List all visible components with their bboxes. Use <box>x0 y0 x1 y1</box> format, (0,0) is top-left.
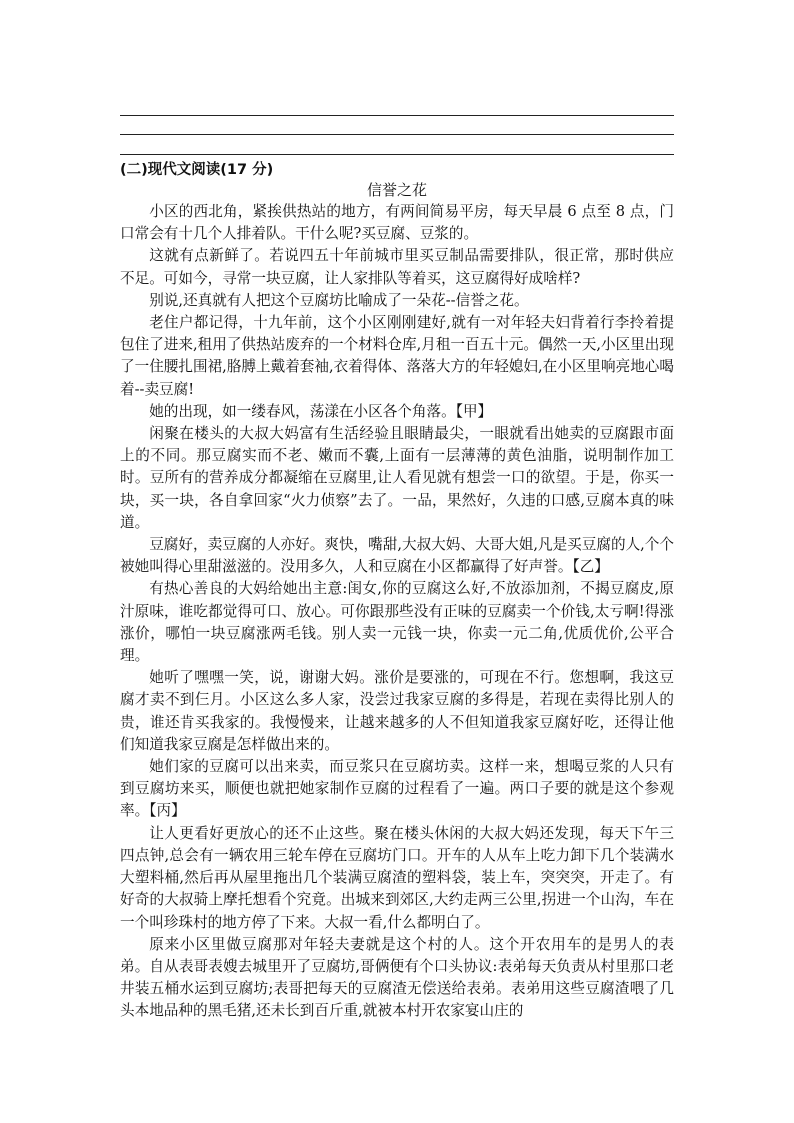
paragraph: 有热心善良的大妈给她出主意:闺女,你的豆腐这么好,不放添加剂，不揭豆腐皮,原汁原味，谁吃都觉得可口、放心。可你跟那些没有正味的豆腐卖一个价钱,太亏啊!得涨涨价，哪怕一块豆腐涨两毛钱。别人卖一元钱一块，你卖一元二角,优质优价,公平合理。 <box>120 580 674 665</box>
section-heading: (二)现代文阅读(17 分) <box>120 162 274 178</box>
paragraph: 别说,还真就有人把这个豆腐坊比喻成了一朵花--信誉之花。 <box>149 291 529 309</box>
paragraph: 这就有点新鲜了。若说四五十年前城市里买豆制品需要排队，很正常，那时供应不足。可如今，寻常一块豆腐，让人家排队等着买，这豆腐得好成啥样? <box>120 247 674 287</box>
paragraph: 老住户都记得，十九年前，这个小区刚刚建好,就有一对年轻夫妇背着行李拎着提包住了进来,租用了供热站废弃的一个材料仓库,月租一百五十元。偶然一天,小区里出现了一住腰扎围裙,胳膊上戴着套袖,衣着得体、落落大方的年轻媳妇,在小区里响亮地心喝着--卖豆腐! <box>120 314 674 398</box>
paragraph: 闲聚在楼头的大叔大妈富有生活经验且眼睛最尖，一眼就看出她卖的豆腐跟市面上的不同。那豆腐实而不老、嫩而不囊,上面有一层薄薄的黄色油脂，说明制作加工时。豆所有的营养成分都凝缩在豆腐里,让人看见就有想尝一口的欲望。于是，你买一块，买一块，各自拿回家“火力侦察”去了。一品，果然好，久违的口感,豆腐本真的味道。 <box>120 425 674 531</box>
essay-body <box>120 201 674 1023</box>
answer-line-2 <box>120 134 674 135</box>
paragraph: 小区的西北角，紧挨供热站的地方，有两间简易平房，每天早晨 6 点至 8 点，门口常会有十几个人排着队。干什么呢?买豆腐、豆浆的。 <box>120 203 674 243</box>
answer-line-1 <box>120 115 674 116</box>
paragraph: 她们家的豆腐可以出来卖，而豆浆只在豆腐坊卖。这样一来，想喝豆浆的人只有到豆腐坊来买，顺便也就把她家制作豆腐的过程看了一遍。两口子要的就是这个参观率。【丙】 <box>120 758 674 820</box>
paragraph: 豆腐好，卖豆腐的人亦好。爽快，嘴甜,大叔大妈、大哥大姐,凡是买豆腐的人,个个被她叫得心里甜滋滋的。没用多久，人和豆腐在小区都赢得了好声誉。【乙】 <box>120 536 674 576</box>
essay-title: 信誉之花 <box>366 181 427 199</box>
paragraph: 原来小区里做豆腐那对年轻夫妻就是这个村的人。这个开农用车的是男人的表弟。自从表哥表嫂去城里开了豆腐坊,哥俩便有个口头协议:表弟每天负责从村里那口老井装五桶水运到豆腐坊;表哥把每天的豆腐渣无偿送给表弟。表弟用这些豆腐渣喂了几头本地品种的黑毛猪,还未长到百斤重,就被本村开农家宴山庄的 <box>120 935 674 1020</box>
answer-line-3 <box>120 154 674 155</box>
paragraph: 她的出现，如一缕春风，荡漾在小区各个角落。【甲】 <box>149 402 493 420</box>
paragraph: 让人更看好更放心的还不止这些。聚在楼头休闲的大叔大妈还发现，每天下午三四点钟,总会有一辆农用三轮车停在豆腐坊门口。开车的人从车上吃力卸下几个装满水大塑料桶,然后再从屋里拖出几个装满豆腐渣的塑料袋，装上车，突突突，开走了。有好奇的大叔骑上摩托想看个究竟。出城来到郊区,大约走两三公里,拐进一个山沟，车在一个叫珍珠村的地方停了下来。大叔一看,什么都明白了。 <box>120 824 674 931</box>
paragraph: 她听了嘿嘿一笑，说，谢谢大妈。涨价是要涨的，可现在不行。您想啊，我这豆腐才卖不到仨月。小区这么多人家，没尝过我家豆腐的多得是，若现在卖得比别人的贵，谁还肯买我家的。我慢慢来，让越来越多的人不但知道我家豆腐好吃，还得让他们知道我家豆腐是怎样做出来的。 <box>120 669 674 753</box>
